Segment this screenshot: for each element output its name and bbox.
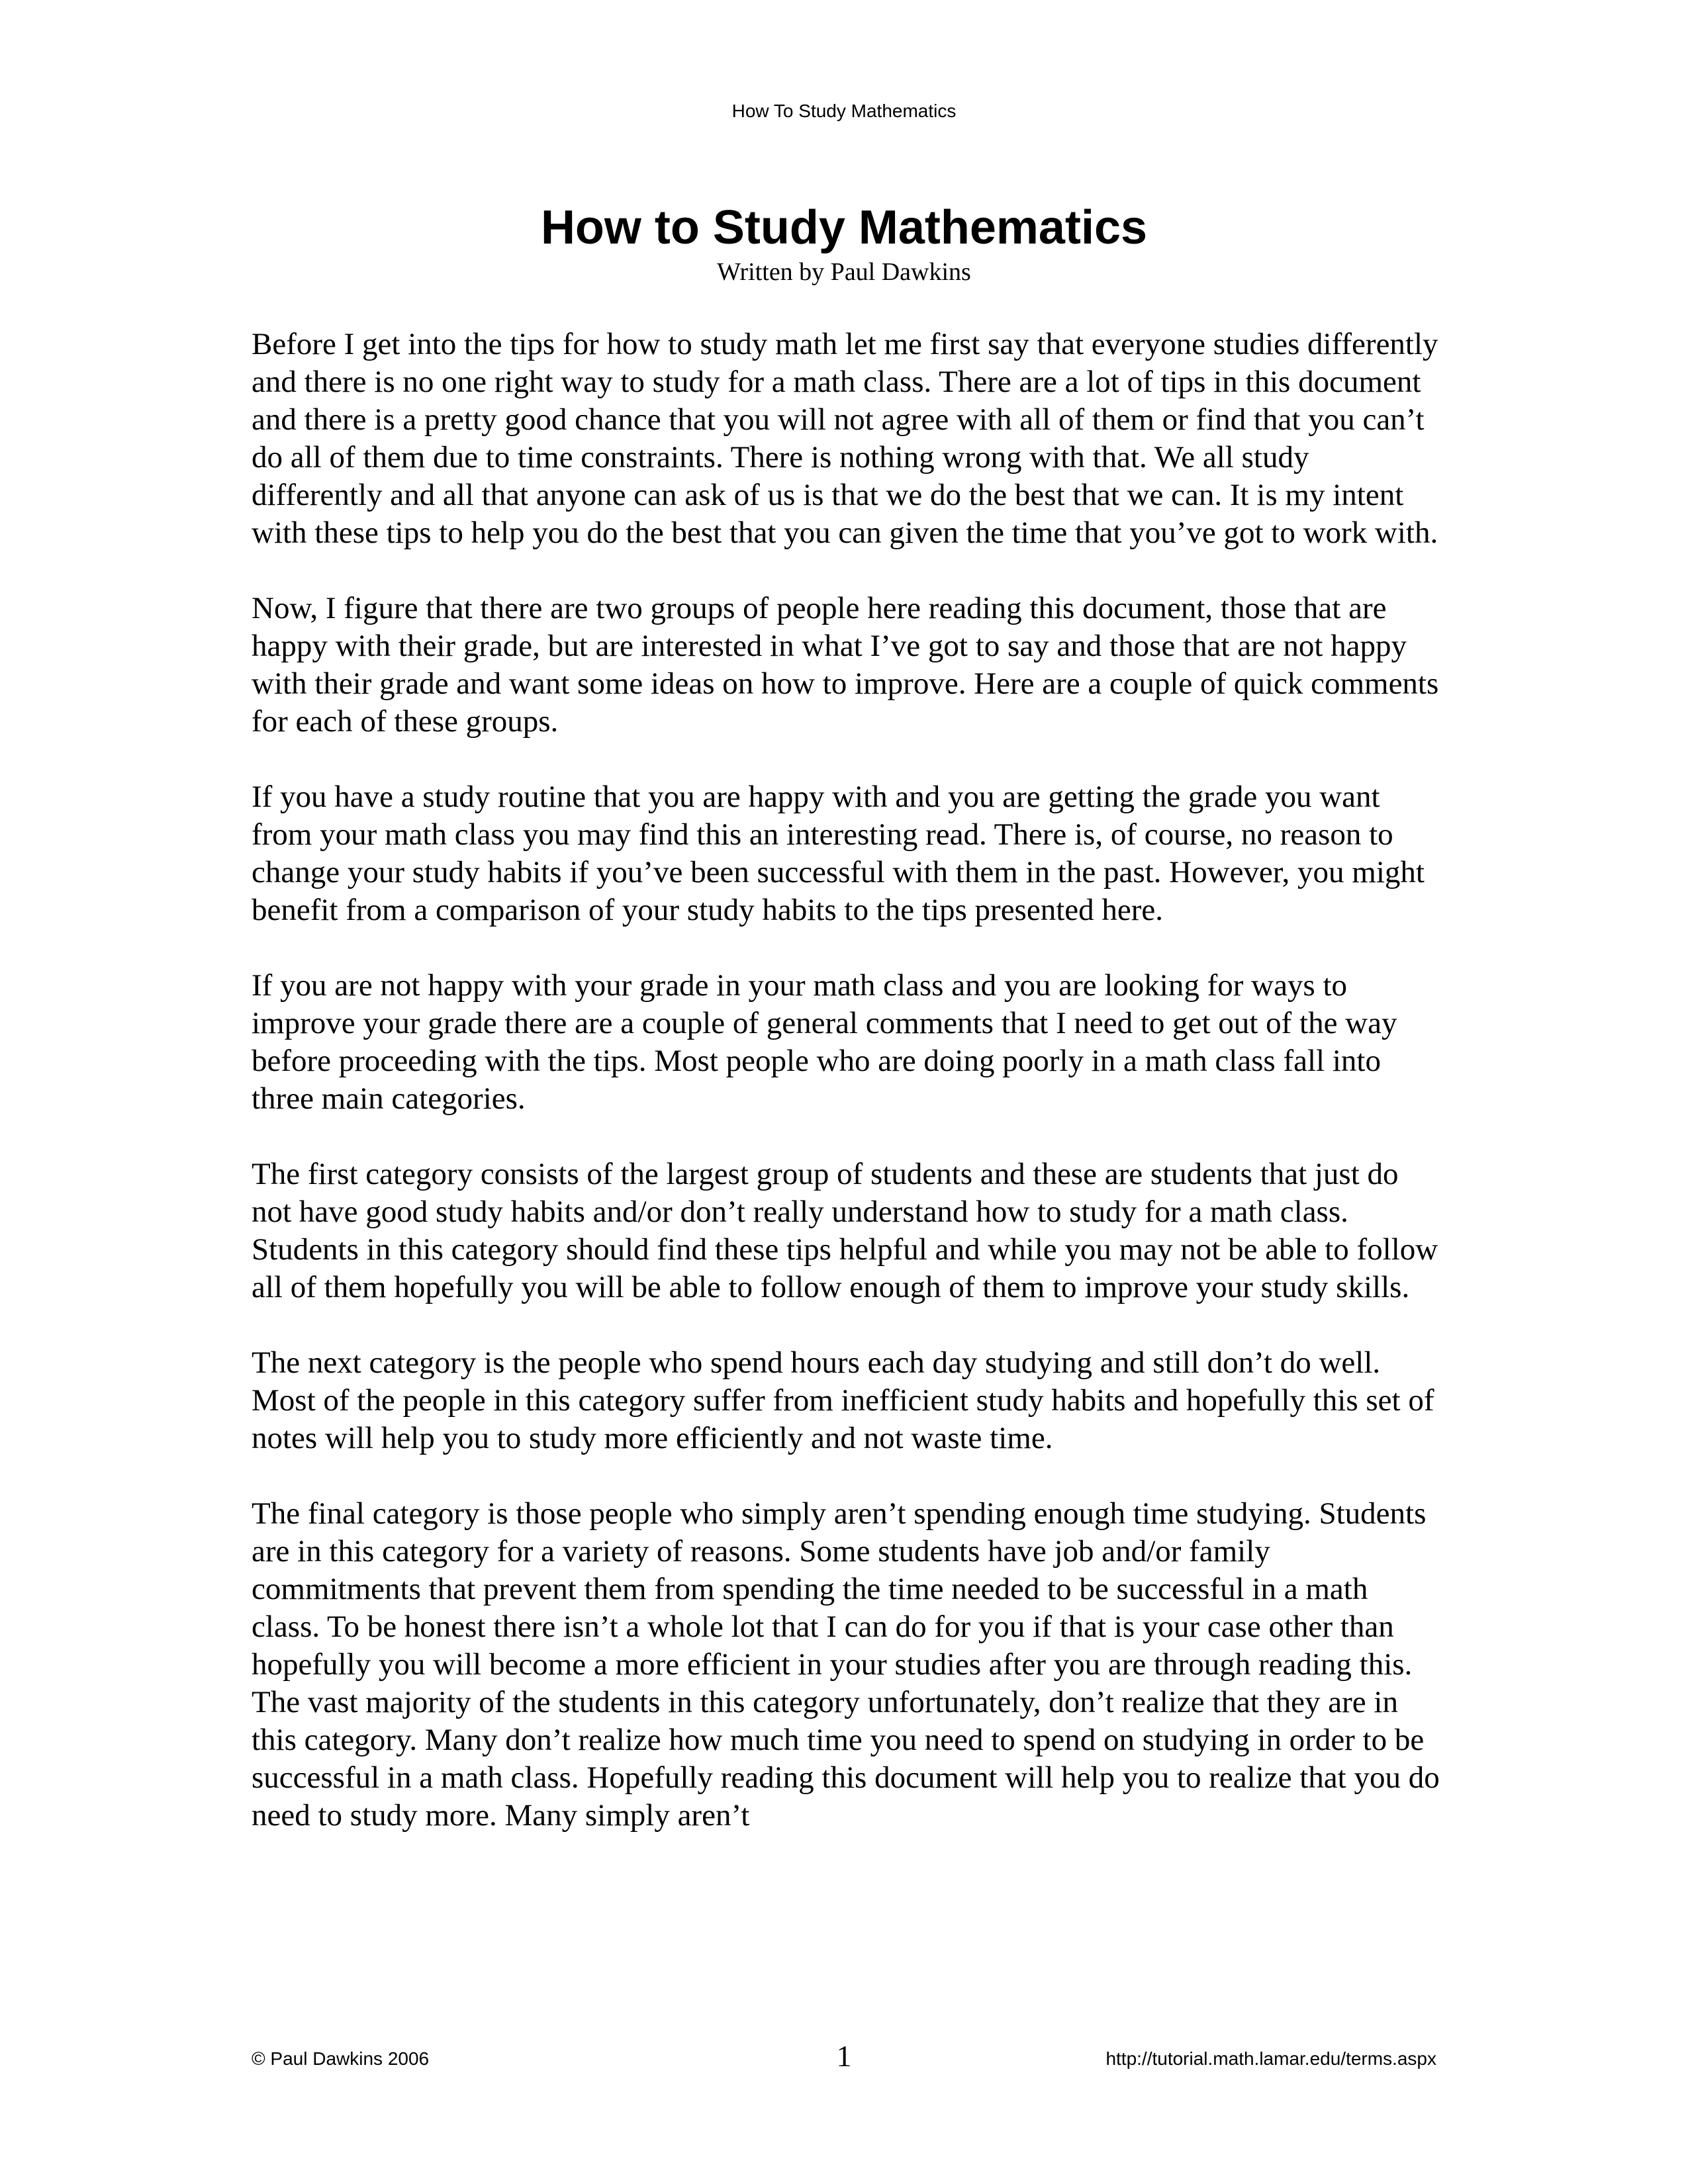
paragraph: Now, I figure that there are two groups of people here reading this document, those that are happy with their grade, but are interested in what I’ve got to say and those that are not happy with their grade and want some ideas on how to improve. Here are a couple of quick comments for each of these groups. [252, 591, 1439, 739]
paragraph: Before I get into the tips for how to study math let me first say that everyone studies differently and there is no one right way to study for a math class. There are a lot of tips in this document and there is a pretty good chance that you will not agree with all of them or find that you can’t do all of them due to time constraints. There is nothing wrong with that. We all study differently and all that anyone can ask of us is that we do the best that we can. It is my intent with these tips to help you do the best that you can given the time that you’ve got to work with. [252, 327, 1438, 550]
page-title: How to Study Mathematics [540, 201, 1148, 254]
author-line: Written by Paul Dawkins [717, 258, 971, 286]
paragraph: If you have a study routine that you are happy with and you are getting the grade you want from your math class you may find this an interesting read. There is, of course, no reason to change your study habits if you’ve been successful with them in the past. However, you might benefit from a comparison of your study habits to the tips presented here. [252, 780, 1425, 927]
page-footer [252, 2038, 1436, 2078]
footer-url: http://tutorial.math.lamar.edu/terms.aspx [1105, 2048, 1436, 2069]
title-block [0, 199, 1688, 287]
document-body [252, 326, 1443, 1835]
running-header: How To Study Mathematics [731, 101, 957, 121]
paragraph: If you are not happy with your grade in your math class and you are looking for ways to improve your grade there are a couple of general comments that I need to get out of the way before proceeding with the tips. Most people who are doing poorly in a math class fall into three main categories. [252, 968, 1397, 1116]
paragraph: The next category is the people who spend hours each day studying and still don’t do well. Most of the people in this category suffer from inefficient study habits and hopefully this set of notes will help you to study more efficiently and not waste time. [252, 1345, 1434, 1455]
paragraph: The final category is those people who simply aren’t spending enough time studying. Students are in this category for a variety of reasons. Some students have job and/or family commitments that prevent them from spending the time needed to be successful in a math class. To be honest there isn’t a whole lot that I can do for you if that is your case other than hopefully you will become a more efficient in your studies after you are through reading this. The vast majority of the students in this category unfortunately, don’t realize that they are in this category. Many don’t realize how much time you need to spend on studying in order to be successful in a math class. Hopefully reading this document will help you to realize that you do need to study more. Many simply aren’t [252, 1496, 1440, 1833]
copyright-notice: © Paul Dawkins 2006 [252, 2048, 430, 2069]
page-number: 1 [836, 2039, 852, 2073]
paragraph: The first category consists of the largest group of students and these are students that just do not have good study habits and/or don’t really understand how to study for a math class. Students in this category should find these tips helpful and while you may not be able to follow all of them hopefully you will be able to follow enough of them to improve your study skills. [252, 1157, 1438, 1304]
